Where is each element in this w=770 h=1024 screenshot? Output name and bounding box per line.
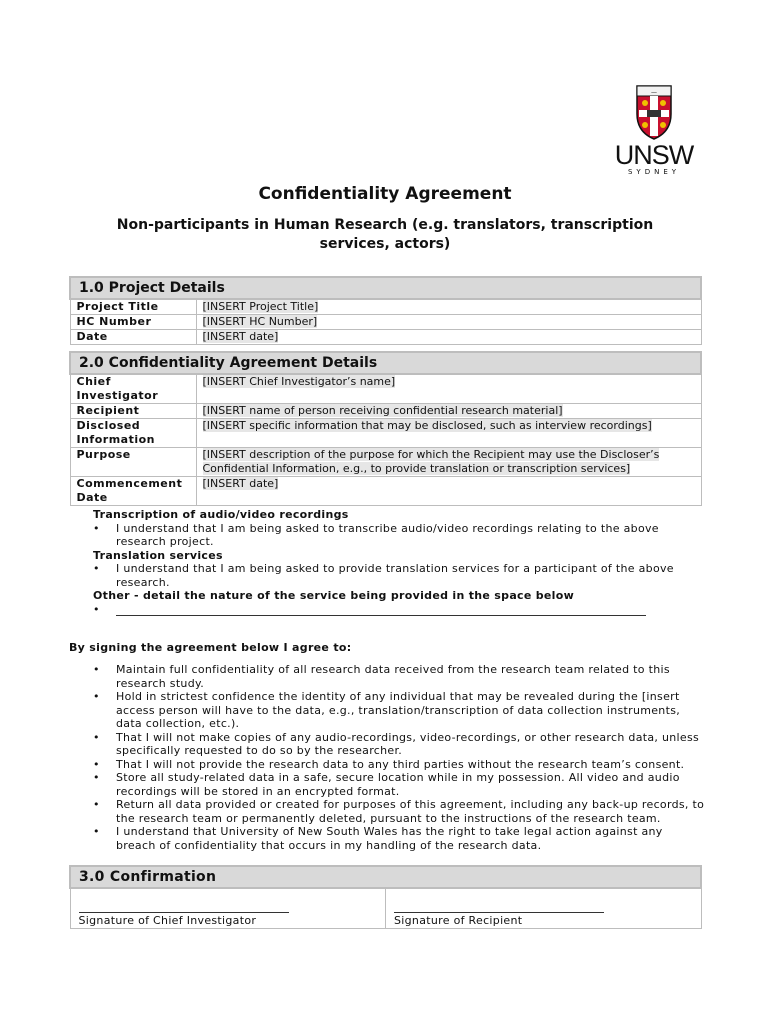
list-item: • I understand that University of New South Wales has the right to take legal action against any breach of confidentiality that occurs in my handling of the research data. bbox=[93, 825, 705, 852]
table-row bbox=[70, 330, 701, 345]
hc-number-label: HC Number bbox=[70, 315, 196, 330]
unsw-crest-icon bbox=[635, 84, 673, 140]
signature-ci-cell[interactable] bbox=[70, 888, 386, 929]
list-item: • Maintain full confidentiality of all research data received from the research team related to this research study. bbox=[93, 663, 705, 690]
translation-heading: Translation services bbox=[93, 548, 223, 562]
svg-text:—: — bbox=[651, 89, 657, 96]
table-row bbox=[70, 374, 701, 404]
agree-list bbox=[93, 663, 705, 852]
purpose-label: Purpose bbox=[70, 448, 196, 477]
unsw-logo bbox=[604, 84, 704, 176]
other-service-item bbox=[93, 603, 703, 617]
confirmation-heading: 3.0 Confirmation bbox=[70, 866, 701, 888]
signature-recipient-label: Signature of Recipient bbox=[394, 912, 604, 927]
table-row bbox=[70, 888, 701, 929]
disclosed-information-field[interactable]: [INSERT specific information that may be disclosed, such as interview recordings] bbox=[202, 419, 652, 432]
hc-number-field[interactable]: [INSERT HC Number] bbox=[202, 315, 318, 328]
other-service-input-line[interactable] bbox=[116, 605, 646, 616]
translation-item: • I understand that I am being asked to provide translation services for a participant of the above research. bbox=[93, 562, 703, 589]
transcription-heading: Transcription of audio/video recordings bbox=[93, 508, 349, 521]
table-row bbox=[70, 299, 701, 315]
other-heading: Other - detail the nature of the service being provided in the space below bbox=[93, 589, 575, 602]
table-row bbox=[70, 419, 701, 448]
table-row bbox=[70, 448, 701, 477]
agreement-details-table bbox=[69, 351, 702, 506]
unsw-sydney-label: SYDNEY bbox=[627, 168, 681, 176]
document-subtitle: Non-participants in Human Research (e.g. translators, transcription services, actors) bbox=[116, 217, 654, 252]
list-item: • That I will not provide the research data to any third parties without the research team’s consent. bbox=[93, 758, 705, 772]
list-item: • Return all data provided or created for purposes of this agreement, including any back-up records, to the research team or permanently deleted, pursuant to the instructions of the research team. bbox=[93, 798, 705, 825]
confirmation-table bbox=[69, 865, 702, 929]
document-title: Confidentiality Agreement bbox=[258, 184, 512, 204]
project-title-label: Project Title bbox=[70, 299, 196, 315]
date-field[interactable]: [INSERT date] bbox=[202, 330, 279, 343]
list-item: • That I will not make copies of any audio-recordings, video-recordings, or other research data, unless specifically requested to do so by the researcher. bbox=[93, 731, 705, 758]
agree-heading: By signing the agreement below I agree to: bbox=[69, 641, 352, 654]
commencement-date-field[interactable]: [INSERT date] bbox=[202, 477, 279, 490]
recipient-field[interactable]: [INSERT name of person receiving confidential research material] bbox=[202, 404, 563, 417]
disclosed-information-label: Disclosed Information bbox=[70, 419, 196, 448]
signature-recipient-cell[interactable] bbox=[386, 888, 702, 929]
chief-investigator-label: Chief Investigator bbox=[70, 374, 196, 404]
services-section bbox=[93, 508, 703, 616]
list-item: • Hold in strictest confidence the identity of any individual that may be revealed during the [insert access person will have to the data, e.g., translation/transcription of data collection instruments, data collection, etc.). bbox=[93, 690, 705, 731]
table-row bbox=[70, 315, 701, 330]
project-details-heading: 1.0 Project Details bbox=[70, 277, 701, 299]
commencement-date-label: Commencement Date bbox=[70, 477, 196, 506]
table-row bbox=[70, 477, 701, 506]
purpose-field[interactable]: [INSERT description of the purpose for which the Recipient may use the Discloser’s Confidential Information, e.g., to provide translation or transcription services] bbox=[202, 448, 660, 475]
project-details-table bbox=[69, 276, 702, 345]
table-row bbox=[70, 404, 701, 419]
chief-investigator-field[interactable]: [INSERT Chief Investigator’s name] bbox=[202, 375, 396, 388]
agreement-details-heading: 2.0 Confidentiality Agreement Details bbox=[70, 352, 701, 374]
project-title-field[interactable]: [INSERT Project Title] bbox=[202, 300, 319, 313]
unsw-wordmark: UNSW bbox=[614, 140, 694, 170]
recipient-label: Recipient bbox=[70, 404, 196, 419]
date-label: Date bbox=[70, 330, 196, 345]
signature-ci-label: Signature of Chief Investigator bbox=[79, 912, 289, 927]
list-item: • Store all study-related data in a safe, secure location while in my possession. All video and audio recordings will be stored in an encrypted format. bbox=[93, 771, 705, 798]
transcription-item: • I understand that I am being asked to transcribe audio/video recordings relating to the above research project. bbox=[93, 522, 703, 549]
